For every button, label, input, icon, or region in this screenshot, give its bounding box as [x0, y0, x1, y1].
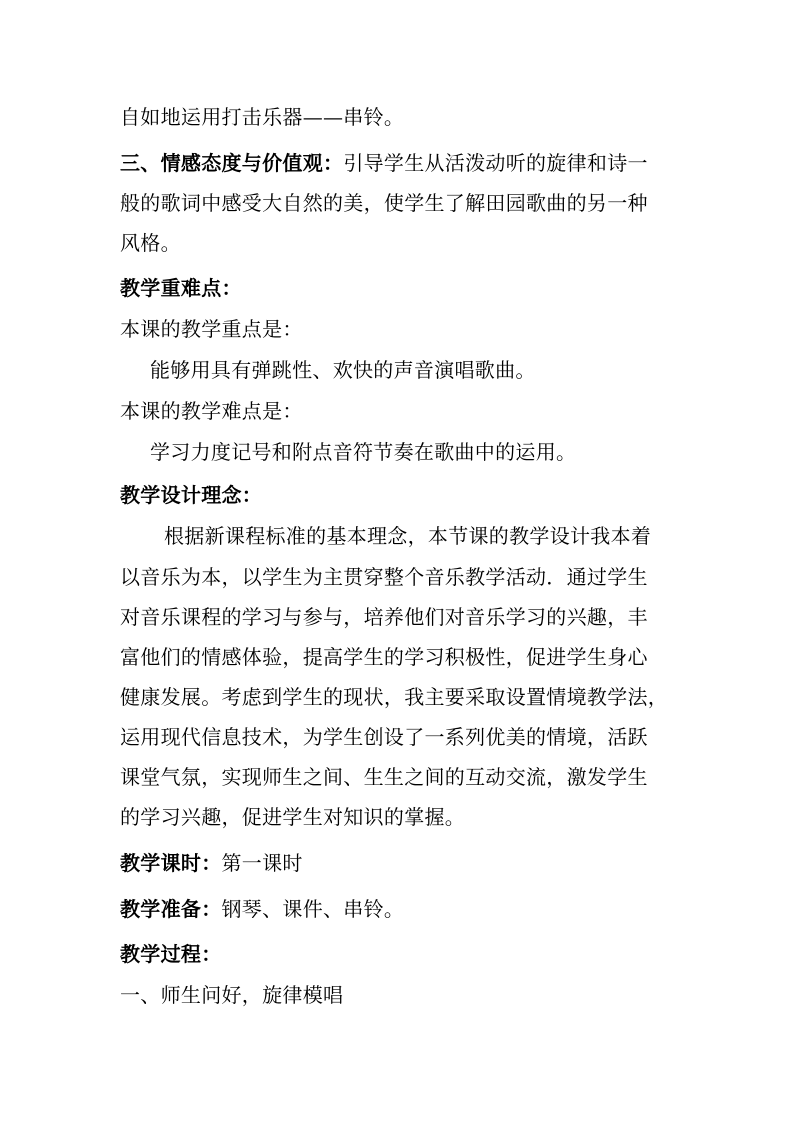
design-concept-heading: 教学设计理念：: [120, 483, 263, 507]
design-concept-line: 的学习兴趣，促进学生对知识的掌握。: [120, 805, 466, 829]
lesson-time-line: [120, 849, 303, 877]
focus-text: 能够用具有弹跳性、欢快的声音演唱歌曲。: [150, 358, 536, 382]
preparation-label: 教学准备：: [120, 897, 222, 921]
lesson-time-label: 教学课时：: [120, 851, 222, 875]
section-attitude-heading: 三、情感态度与价值观：: [120, 151, 344, 175]
difficulty-label: 本课的教学难点是：: [120, 399, 303, 423]
process-heading: 教学过程：: [120, 942, 222, 966]
design-concept-line: 对音乐课程的学习与参与，培养他们对音乐学习的兴趣，丰: [120, 605, 648, 629]
section-attitude-line-1: [120, 149, 648, 177]
difficulty-text: 学习力度记号和附点音符节奏在歌曲中的运用。: [150, 440, 577, 464]
design-concept-line: 以音乐为本，以学生为主贯穿整个音乐教学活动．通过学生: [120, 565, 648, 589]
process-step-1: 一、师生问好，旋律模唱: [120, 983, 344, 1007]
section-attitude-line-3: 风格。: [120, 231, 181, 255]
paragraph-line: 自如地运用打击乐器——串铃。: [120, 105, 405, 129]
key-difficult-heading: 教学重难点：: [120, 276, 242, 300]
design-concept-line: 健康发展。考虑到学生的现状，我主要采取设置情境教学法，: [120, 685, 669, 709]
focus-label: 本课的教学重点是：: [120, 317, 303, 341]
design-concept-line: 富他们的情感体验，提高学生的学习积极性，促进学生身心: [120, 645, 648, 669]
section-attitude-line-2: 般的歌词中感受大自然的美，使学生了解田园歌曲的另一种: [120, 191, 648, 215]
design-concept-line: 课堂气氛，实现师生之间、生生之间的互动交流，激发学生: [120, 765, 648, 789]
section-attitude-text: 引导学生从活泼动听的旋律和诗一: [343, 151, 648, 175]
preparation-value: 钢琴、课件、串铃。: [221, 897, 405, 921]
preparation-line: [120, 895, 404, 923]
lesson-time-value: 第一课时: [221, 851, 303, 875]
design-concept-line: 运用现代信息技术，为学生创设了一系列优美的情境，活跃: [120, 725, 648, 749]
design-concept-line: 根据新课程标准的基本理念，本节课的教学设计我本着: [164, 524, 652, 548]
